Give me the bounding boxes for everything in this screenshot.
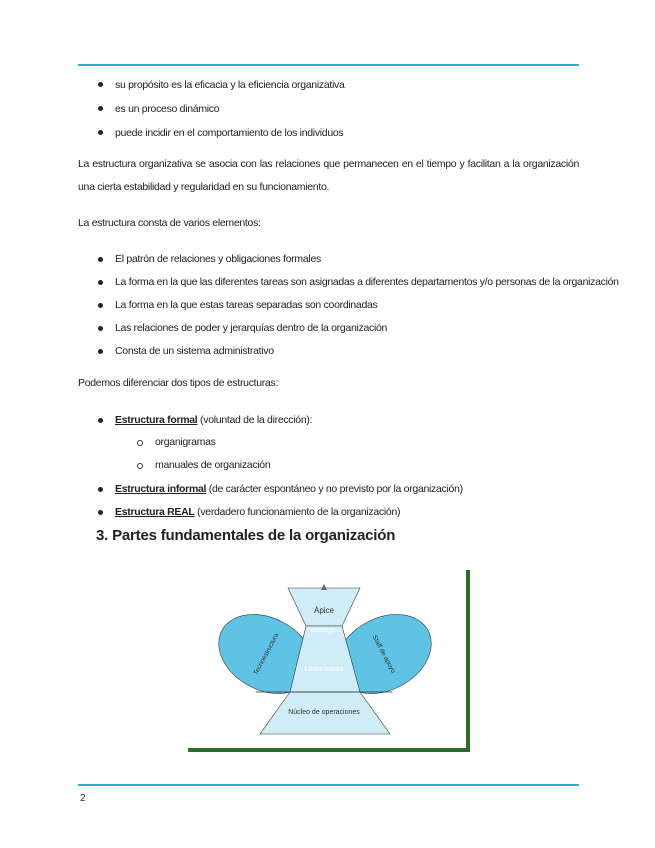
middle-line-label: Línea media <box>304 666 344 673</box>
bullet-dot <box>98 303 103 308</box>
paragraph-types-intro: Podemos diferenciar dos tipos de estructuras: <box>78 377 279 389</box>
sub-bullet-circle <box>137 463 143 469</box>
bullet-dot <box>98 510 103 515</box>
type-description: (voluntad de la dirección): <box>197 414 313 426</box>
apex-label: Ápice <box>313 606 335 615</box>
section-heading: 3. Partes fundamentales de la organización <box>96 527 396 544</box>
bullet-dot <box>98 349 103 354</box>
type-description: (verdadero funcionamiento de la organización) <box>194 506 401 518</box>
paragraph-elements-intro: La estructura consta de varios elementos: <box>78 217 261 229</box>
list-item: es un proceso dinámico <box>115 103 220 115</box>
organization-diagram <box>184 568 466 748</box>
type-description: (de carácter espontáneo y no previsto por la organización) <box>206 483 463 495</box>
sub-list-item: organigramas <box>155 436 216 448</box>
list-item <box>115 413 312 427</box>
type-label: Estructura formal <box>115 414 198 426</box>
bullet-dot <box>98 130 103 135</box>
bullet-dot <box>98 106 103 111</box>
list-item: El patrón de relaciones y obligaciones formales <box>115 253 321 265</box>
page-number: 2 <box>80 793 86 804</box>
list-item <box>115 482 463 496</box>
list-item: La forma en la que estas tareas separadas son coordinadas <box>115 299 378 311</box>
footer-rule <box>78 784 579 786</box>
list-item: puede incidir en el comportamiento de los individuos <box>115 127 344 139</box>
sub-list-item: manuales de organización <box>155 459 271 471</box>
bullet-dot <box>98 257 103 262</box>
header-rule <box>78 64 579 66</box>
bullet-dot <box>98 487 103 492</box>
bullet-dot <box>98 280 103 285</box>
type-label: Estructura REAL <box>115 506 195 518</box>
bullet-dot <box>98 326 103 331</box>
list-item: Las relaciones de poder y jerarquías dentro de la organización <box>115 322 388 334</box>
diagram-svg <box>184 568 466 748</box>
technostructure-label: Tecnoestructura <box>252 632 281 677</box>
diagram-frame-shadow <box>466 570 470 752</box>
support-staff-label: Staff de apoyo <box>370 634 397 675</box>
list-item <box>115 505 400 519</box>
list-item: La forma en la que las diferentes tareas son asignadas a diferentes departamentos y/o personas de la organización <box>115 276 619 288</box>
strategic-label: estratégico <box>306 627 342 634</box>
sub-bullet-circle <box>137 440 143 446</box>
list-item: Consta de un sistema administrativo <box>115 345 274 357</box>
list-item: su propósito es la eficacia y la eficiencia organizativa <box>115 79 345 91</box>
type-label: Estructura informal <box>115 483 207 495</box>
operating-core-label: Núcleo de operaciones <box>288 709 360 716</box>
paragraph-structure: La estructura organizativa se asocia con las relaciones que permanecen en el tiempo y facilitan a la organización una cierta estabilidad y regularidad en su funcionamiento. <box>78 158 579 193</box>
bullet-dot <box>98 82 103 87</box>
diagram-frame-shadow <box>188 748 470 752</box>
bullet-dot <box>98 418 103 423</box>
